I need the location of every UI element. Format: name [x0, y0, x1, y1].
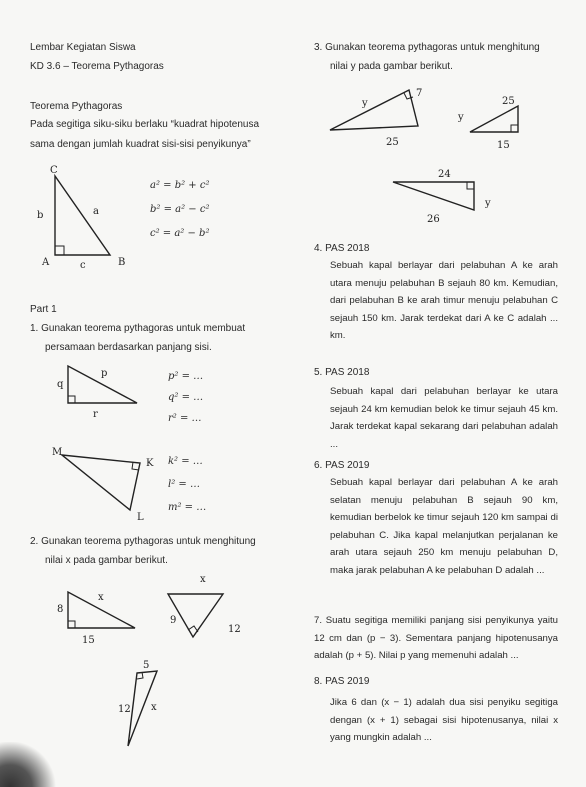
label-7: 7 [416, 88, 423, 99]
q7-text: 7. Suatu segitiga memiliki panjang sisi penyikunya yaitu 12 cm dan (p − 3). Sementara panjang hipotenusanya adalah (p + 5). Nilai p yang memenuhi adalah ... [314, 615, 558, 661]
part1-title: Part 1 [30, 304, 57, 315]
label-A: A [42, 257, 50, 268]
q2-line-1: 2. Gunakan teorema pythagoras untuk menghitung [30, 536, 256, 547]
label-9: 9 [170, 615, 177, 626]
kd-label: KD 3.6 – Teorema Pythagoras [30, 61, 164, 72]
label-y3: y [485, 198, 491, 209]
q6-text: Sebuah kapal berlayar dari pelabuhan A ke arah selatan menuju pelabuhan B sejauh 90 km, kemudian berbelok ke timur sejauh 120 km sampai di pelabuhan C. Jika kapal melanjutkan perjalanan ke arah utara sejauh 250 km menuju pelabuhan D, maka jarak pelabuhan A ke pelabuhan D adalah ... [330, 477, 558, 576]
formula-1: a² = b² + c² [150, 180, 210, 191]
label-x2: x [200, 574, 206, 585]
label-r: r [93, 409, 98, 420]
q8-text: Jika 6 dan (x − 1) adalah dua sisi penyiku segitiga dengan (x + 1) sebagai sisi hipotenusanya, nilai x yang mungkin adalah ... [330, 697, 558, 743]
label-12: 12 [228, 624, 241, 635]
label-26: 26 [427, 214, 440, 225]
formula-2: b² = a² − c² [150, 204, 210, 215]
q8-number: 8. PAS 2019 [314, 676, 370, 687]
q4-text: Sebuah kapal berlayar dari pelabuhan A ke arah utara menuju pelabuhan B sejauh 80 km. Kemudian, dari pelabuhan B ke arah timur menuju pelabuhan C sejauh 150 km. Jarak terdekat dari A ke C adalah ... km. [330, 260, 558, 341]
worksheet-title: Lembar Kegiatan Siswa [30, 42, 136, 53]
eq1-q: q² = … [168, 392, 204, 403]
eq2-m: m² = … [168, 502, 207, 513]
label-b: b [37, 210, 44, 221]
finger-shadow [0, 742, 60, 787]
q3-line-1: 3. Gunakan teorema pythagoras untuk menghitung [314, 42, 540, 53]
label-L: L [137, 512, 144, 523]
theory-line-1: Pada segitiga siku-siku berlaku “kuadrat hipotenusa [30, 119, 260, 130]
label-25b: 25 [502, 96, 515, 107]
label-K: K [146, 458, 154, 469]
eq2-k: k² = … [168, 456, 203, 467]
label-15b: 15 [497, 140, 510, 151]
label-5: 5 [143, 660, 150, 671]
label-a: a [93, 206, 99, 217]
label-M: M [52, 447, 63, 458]
q5-number: 5. PAS 2018 [314, 367, 370, 378]
label-B: B [118, 257, 126, 268]
label-q: q [57, 379, 64, 390]
label-8: 8 [57, 604, 64, 615]
q6-number: 6. PAS 2019 [314, 460, 370, 471]
label-x3: x [151, 702, 157, 713]
theory-heading: Teorema Pythagoras [30, 101, 123, 112]
eq1-r: r² = … [168, 413, 202, 424]
label-y2: y [458, 112, 464, 123]
label-p: p [101, 368, 108, 379]
eq2-l: l² = … [168, 479, 200, 490]
formula-3: c² = a² − b² [150, 228, 210, 239]
label-24: 24 [438, 169, 451, 180]
q2-line-2: nilai x pada gambar berikut. [45, 555, 168, 566]
label-15: 15 [82, 635, 95, 646]
label-25a: 25 [386, 137, 399, 148]
label-c: c [80, 260, 86, 271]
eq1-p: p² = … [168, 371, 204, 382]
q1-line-2: persamaan berdasarkan panjang sisi. [45, 342, 212, 353]
label-C: C [50, 165, 58, 176]
label-x1: x [98, 592, 104, 603]
label-y1: y [362, 98, 368, 109]
q5-text: Sebuah kapal dari pelabuhan berlayar ke utara sejauh 24 km kemudian belok ke timur sejauh 45 km. Jarak terdekat kapal sekarang dari pelabuhan adalah ... [330, 386, 558, 450]
label-12b: 12 [118, 704, 131, 715]
q1-line-1: 1. Gunakan teorema pythagoras untuk membuat [30, 323, 246, 334]
q3-line-2: nilai y pada gambar berikut. [330, 61, 453, 72]
q4-number: 4. PAS 2018 [314, 243, 370, 254]
theory-line-2: sama dengan jumlah kuadrat sisi-sisi penyikunya” [30, 139, 251, 150]
